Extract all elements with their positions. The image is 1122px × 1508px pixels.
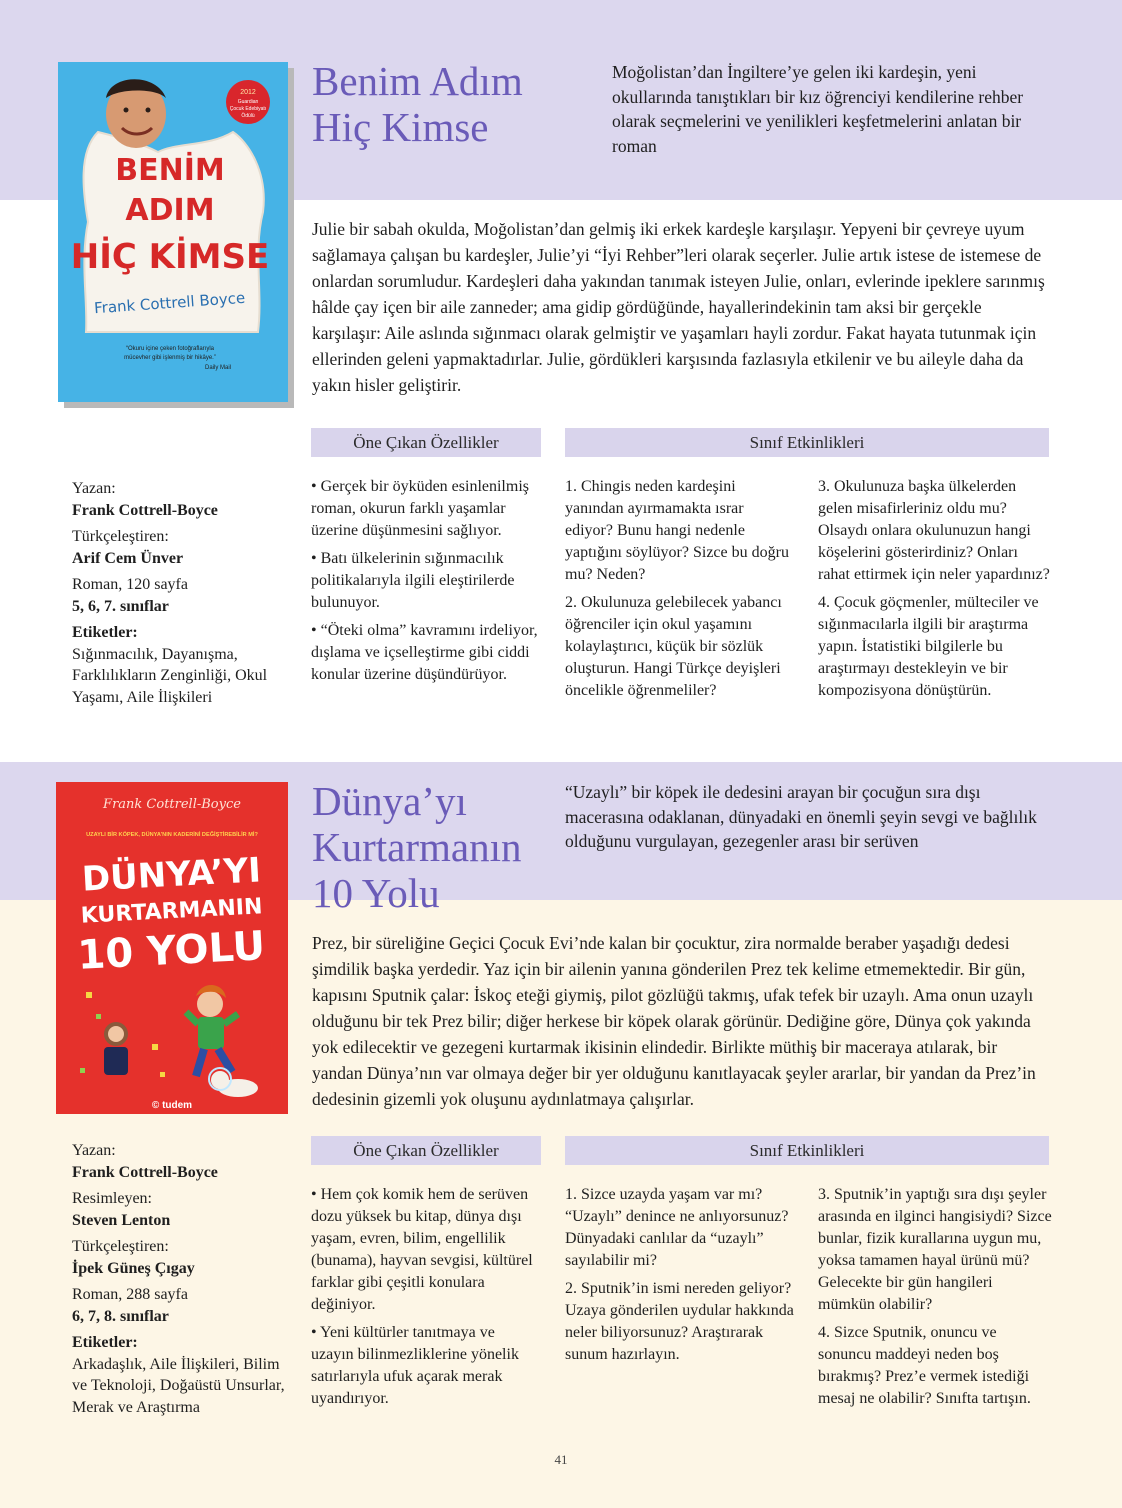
book2-activities-header: Sınıf Etkinlikleri <box>565 1136 1049 1165</box>
book1-cover-quote-source: Daily Mail <box>204 365 232 371</box>
book2-grades: 6, 7, 8. sınıflar <box>72 1307 169 1325</box>
book1-grades: 5, 6, 7. sınıflar <box>72 597 169 615</box>
book1-feature-item: • Gerçek bir öyküden esinlenilmiş roman, okurun farklı yaşamlar üzerine düşünmesini sağlıyor. <box>311 478 529 539</box>
book1-features <box>311 476 539 692</box>
book1-cover-title-3: HİÇ KİMSE <box>70 237 270 277</box>
book1-format: Roman, 120 sayfa <box>72 576 188 593</box>
book2-author: Frank Cottrell-Boyce <box>72 1163 218 1181</box>
book1-title-line-2: Hiç Kimse <box>312 104 489 150</box>
book2-title-line-2: Kurtarmanın <box>312 824 522 870</box>
book1-tags-label: Etiketler: <box>72 624 138 641</box>
book1-description: Julie bir sabah okulda, Moğolistan’dan gelmiş iki erkek kardeşle karşılaşır. Yepyeni bir çevreye uyum sağlamaya çalışan bu kardeşler, Julie’yi “İyi Rehber”leri olarak seçerler. Julie artık istese de istemese de onlardan sorumludur. Kardeşleri daha yakından tanımak isteyen Julie, onları, evlerinde ipeklere sarınmış hâlde çay içen bir aile zanneder; ama gidip gördüğünde, hayallerindekinin tam aksi bir gerçekle karşılaşır: Aile aslında sığınmacı olarak gelmiştir ve yaşamları hayli zordur. Fakat hayata tutunmak için ellerinden geleni yapmaktadırlar. Julie, gördükleri karşısında fazlasıyla etkilenir ve bu aileyle daha da yakın hisler geliştirir. <box>312 219 1045 395</box>
book2-description: Prez, bir süreliğine Geçici Çocuk Evi’nde kalan bir çocuktur, zira normalde beraber yaşadığı dedesi şimdilik başka yerdedir. Yaz için bir ailenin yanına gönderilen Prez tek kelime etmemektedir. Bir gün, kapısını Sputnik çalar: İskoç eteği giymiş, pilot gözlüğü takmış, ufak tefek bir uzaylı. Ama onun uzaylı olduğunu bir tek Prez bilir; diğer herkese bir köpek olarak görünür. Dediğine göre, Dünya çok yakında yok edilecektir ve gezegeni kurtarmak ikisinin elindedir. Birlikte müthiş bir maceraya atılarak, bir yandan Dünya’nın var olmaya değer bir yer olduğunu kanıtlayacak şeyler ararlar, bir yandan da Prez’in dedesinin gizemli yok oluşunu aydınlatmaya çalışırlar. <box>312 933 1036 1109</box>
book2-activity-item: 2. Sputnik’in ismi nereden geliyor? Uzaya gönderilen uydular hakkında neler biliyorsunuz? Araştırarak sunum hazırlayın. <box>565 1280 794 1363</box>
book1-tags: Sığınmacılık, Dayanışma, Farklılıkların Zenginliği, Okul Yaşamı, Aile İlişkileri <box>72 645 268 706</box>
book2-translator: İpek Güneş Çıgay <box>72 1259 195 1277</box>
book1-cover-quote: “Okuru içine çeken fotoğraflarıyla <box>125 346 215 352</box>
book1-translator: Arif Cem Ünver <box>72 549 184 567</box>
book2-features <box>311 1184 539 1416</box>
book1-author: Frank Cottrell-Boyce <box>72 501 218 519</box>
svg-text:Çocuk Edebiyatı: Çocuk Edebiyatı <box>229 106 267 112</box>
book2-tagline: “Uzaylı” bir köpek ile dedesini arayan bir çocuğun sıra dışı macerasına odaklanan, dünyadaki en önemli şeyin sevgi ve bağlılık olduğunu vurgulayan, gezegenler arası bir serüven <box>565 782 1037 851</box>
book2-author-label: Yazan: <box>72 1142 116 1159</box>
book2-features-header: Öne Çıkan Özellikler <box>311 1136 541 1165</box>
svg-text:mücevher gibi işlenmiş bir hik: mücevher gibi işlenmiş bir hikâye.” <box>124 355 216 361</box>
book1-activities-col2 <box>818 476 1052 708</box>
book2-activity-item: 1. Sizce uzayda yaşam var mı? “Uzaylı” denince ne anlıyorsunuz? Dünyadaki canlılar da “uzaylı” sayılabilir mi? <box>565 1186 789 1269</box>
book1-activities-header: Sınıf Etkinlikleri <box>565 428 1049 457</box>
book2-title-line-3: 10 Yolu <box>312 870 440 916</box>
book1-cover-art <box>58 62 288 402</box>
book2-illustrator-label: Resimleyen: <box>72 1190 152 1207</box>
book1-cover-badge-year: 2012 <box>240 89 256 96</box>
book1-activity-item: 3. Okulunuza başka ülkelerden gelen misafirleriniz oldu mu? Olsaydı onlara okulunuzun hangi köşelerini gösterirdiniz? Onları rahat ettirmek için neler yapardınız? <box>818 478 1050 583</box>
book2-format: Roman, 288 sayfa <box>72 1286 188 1303</box>
book2-meta <box>72 1140 294 1418</box>
book2-cover-title-2: KURTARMANIN <box>80 894 264 929</box>
book1-cover-author: Frank Cottrell Boyce <box>93 288 246 318</box>
book1-cover <box>58 62 288 402</box>
book2-tags-label: Etiketler: <box>72 1334 138 1351</box>
book2-cover-title-1: DÜNYA’YI <box>80 850 262 900</box>
book2-activities-col1 <box>565 1184 795 1372</box>
svg-text:Guardian: Guardian <box>237 99 259 105</box>
book2-cover-author: Frank Cottrell-Boyce <box>103 797 241 812</box>
book1-activity-item: 1. Chingis neden kardeşini yanından ayırmamakta ısrar ediyor? Bunu hangi nedenle yaptığını söylüyor? Sizce bu doğru mu? Neden? <box>565 478 789 583</box>
book2-cover-art <box>56 782 288 1114</box>
book1-features-header: Öne Çıkan Özellikler <box>311 428 541 457</box>
book1-feature-item: • Batı ülkelerinin sığınmacılık politikalarıyla ilgili eleştirilerde bulunuyor. <box>311 550 515 611</box>
book2-activity-item: 3. Sputnik’in yaptığı sıra dışı şeyler arasında en ilginci hangisiydi? Sizce bunlar, fizik kurallarına uygun mu, yoksa tamamen hayal ürünü mü? Gelecekte bir gün hangileri mümkün olabilir? <box>818 1186 1052 1313</box>
book1-tagline: Moğolistan’dan İngiltere’ye gelen iki kardeşin, yeni okullarında tanıştıkları bir kız öğrenciyi kendilerine rehber olarak seçmelerini ve yenilikleri keşfetmelerini anlatan bir roman <box>612 62 1024 156</box>
book2-translator-label: Türkçeleştiren: <box>72 1238 169 1255</box>
book1-activities-col1 <box>565 476 795 708</box>
book1-title-line-1: Benim Adım <box>312 58 523 104</box>
book1-author-label: Yazan: <box>72 480 116 497</box>
book2-cover <box>56 782 288 1114</box>
book2-feature-item: • Hem çok komik hem de serüven dozu yüksek bu kitap, dünya dışı yaşam, evren, bilim, engellilik (bunama), hayvan sevgisi, kültürel farklar gibi çeşitli konulara değiniyor. <box>311 1186 533 1313</box>
svg-text:Ödülü: Ödülü <box>241 113 255 119</box>
book2-activities-col2 <box>818 1184 1052 1416</box>
book2-tags: Arkadaşlık, Aile İlişkileri, Bilim ve Teknoloji, Doğaüstü Unsurlar, Merak ve Araştırma <box>72 1355 285 1416</box>
book1-feature-item: • “Öteki olma” kavramını irdeliyor, dışlama ve içselleştirme gibi ciddi konular üzerine düşündürüyor. <box>311 622 538 683</box>
book1-translator-label: Türkçeleştiren: <box>72 528 169 545</box>
book1-meta <box>72 478 292 708</box>
book1-activity-item: 2. Okulunuza gelebilecek yabancı öğrenciler için okul yaşamını kolaylaştırıcı, küçük bir sözlük oluşturun. Hangi Türkçe deyişleri öncelikle öğrenmeliler? <box>565 594 782 699</box>
book2-title <box>312 778 521 916</box>
book2-cover-title-3: 10 YOLU <box>76 923 267 979</box>
book2-cover-publisher: © tudem <box>151 1100 193 1111</box>
book1-cover-title-1: BENİM <box>115 153 225 188</box>
book2-title-line-1: Dünya’yı <box>312 778 467 824</box>
book1-cover-title-2: ADIM <box>125 193 215 228</box>
book1-title <box>312 58 523 150</box>
book2-illustrator: Steven Lenton <box>72 1211 171 1229</box>
page-number: 41 <box>554 1452 568 1467</box>
book2-activity-item: 4. Sizce Sputnik, onuncu ve sonuncu maddeyi neden boş bırakmış? Prez’e vermek istediği mesaj ne olabilir? Sınıfta tartışın. <box>818 1324 1031 1407</box>
book2-cover-subtitle: UZAYLI BİR KÖPEK, DÜNYA’NIN KADERİNİ DEĞİŞTİREBİLİR Mİ? <box>86 832 258 838</box>
book2-feature-item: • Yeni kültürler tanıtmaya ve uzayın bilinmezliklerine yönelik satırlarıyla ufuk açarak merak uyandırıyor. <box>311 1324 519 1407</box>
book1-activity-item: 4. Çocuk göçmenler, mülteciler ve sığınmacılarla ilgili bir araştırma yapın. İstatistiki bilgilerle bu araştırmayı destekleyin ve bir kompozisyona dönüştürün. <box>818 594 1039 699</box>
